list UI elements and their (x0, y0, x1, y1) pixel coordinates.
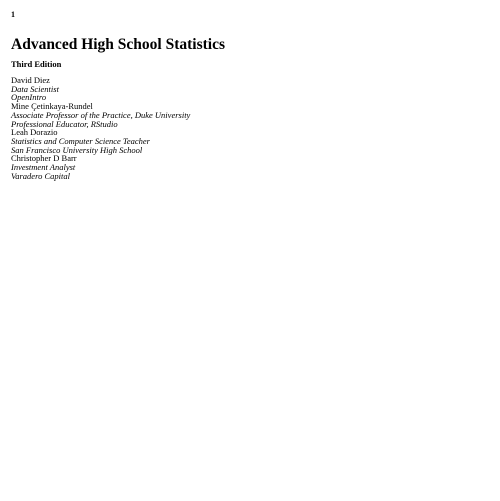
author-name: Mine Çetinkaya-Rundel (11, 101, 93, 112)
author-affiliation: Varadero Capital (11, 170, 70, 181)
edition-label: Third Edition (11, 59, 62, 69)
author-affiliation: San Francisco University High School (11, 144, 143, 155)
author-title: Associate Professor of the Practice, Duke University (11, 109, 191, 120)
author-title: Investment Analyst (11, 162, 76, 173)
author-name: Leah Dorazio (11, 127, 58, 138)
book-title: Advanced High School Statistics (11, 36, 226, 53)
author-affiliation: Professional Educator, RStudio (11, 118, 118, 129)
author-list (11, 76, 190, 180)
author-name: David Diez (11, 75, 50, 85)
author-affiliation: OpenIntro (11, 92, 47, 103)
author-name: Christopher D Barr (11, 153, 77, 164)
author-title: Data Scientist (11, 83, 59, 94)
author-title: Statistics and Computer Science Teacher (11, 135, 150, 146)
page-number: 1 (11, 10, 15, 19)
